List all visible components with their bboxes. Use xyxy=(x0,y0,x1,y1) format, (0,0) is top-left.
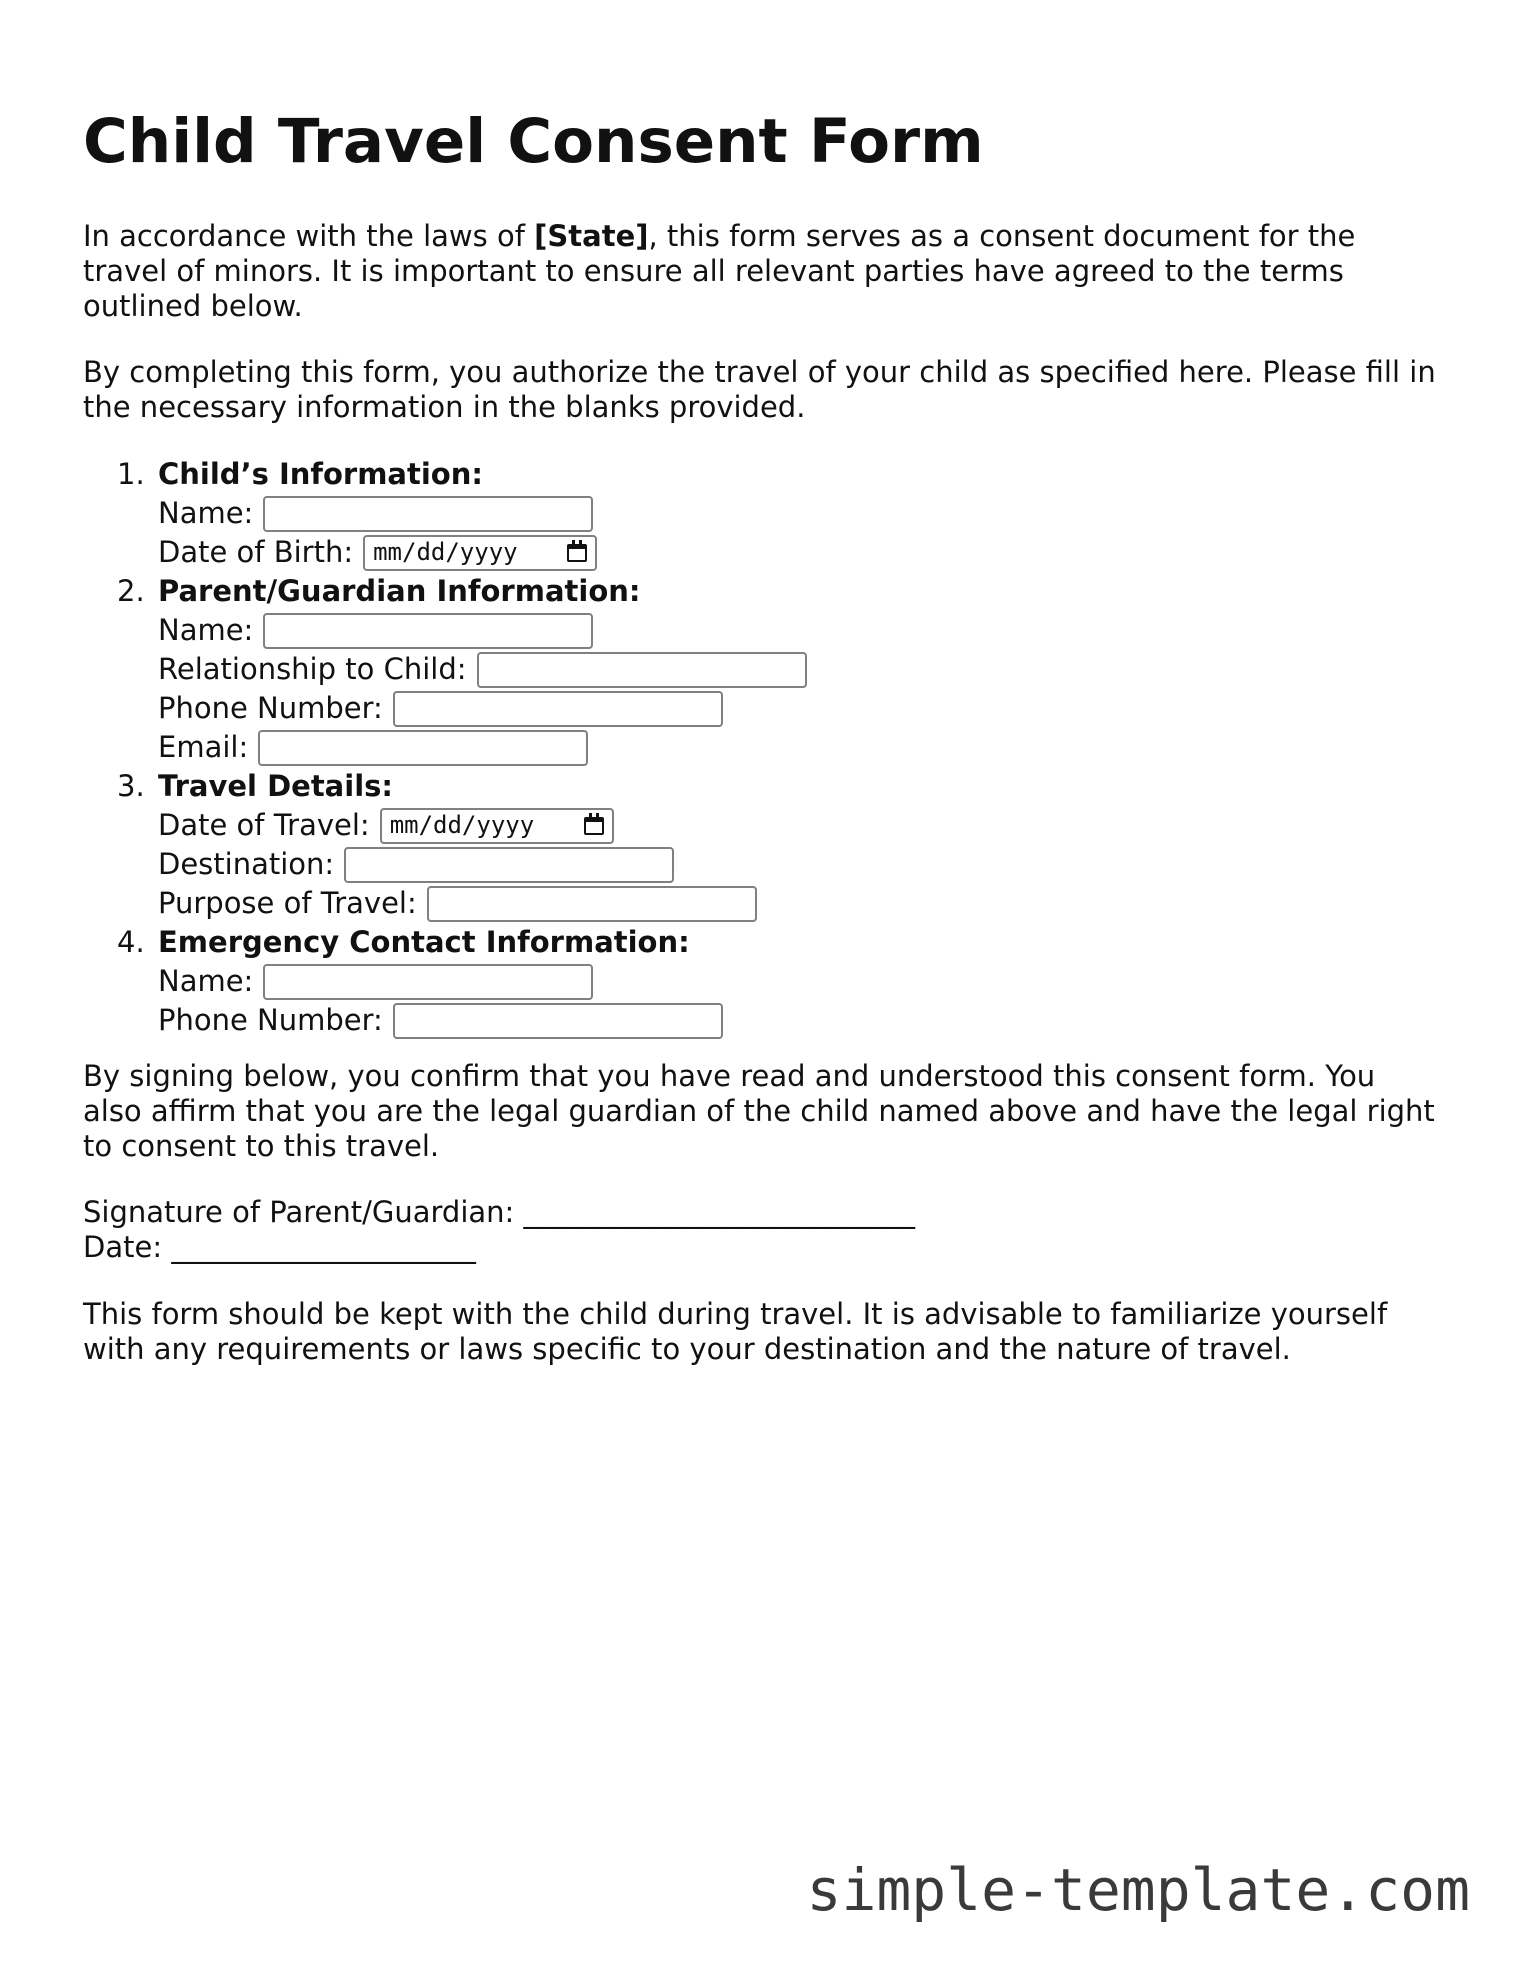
child-name-input[interactable] xyxy=(263,496,593,532)
date-placeholder: mm/dd/yyyy xyxy=(389,811,535,839)
destination-input[interactable] xyxy=(344,847,674,883)
signature-line xyxy=(83,1195,1443,1230)
emergency-name-input[interactable] xyxy=(263,964,593,1000)
field-label: Phone Number: xyxy=(158,691,383,725)
signature-date-blank: _____________________ xyxy=(171,1230,476,1264)
field-row-emergency-name xyxy=(158,962,807,1001)
signature-date-line xyxy=(83,1230,1443,1265)
intro-text-after: , this form serves as a consent document for the travel of minors. It is important to ensure all relevant parties have agreed to the terms outlined below. xyxy=(83,219,1356,323)
form-sections xyxy=(83,455,807,1040)
field-row-guardian-email xyxy=(158,728,807,767)
field-row-purpose xyxy=(158,884,807,923)
field-label: Destination: xyxy=(158,847,335,881)
guardian-name-input[interactable] xyxy=(263,613,593,649)
field-label: Email: xyxy=(158,730,249,764)
section-number: 4. xyxy=(117,925,145,959)
keep-paragraph: This form should be kept with the child during travel. It is advisable to familiarize yourself with any requirements or laws specific to your destination and the nature of travel. xyxy=(83,1297,1388,1366)
section-number: 2. xyxy=(117,574,145,608)
field-label: Name: xyxy=(158,496,254,530)
field-label: Phone Number: xyxy=(158,1003,383,1037)
intro-paragraph xyxy=(83,219,1443,324)
section-number: 3. xyxy=(117,769,145,803)
field-label: Date of Travel: xyxy=(158,808,370,842)
field-label: Name: xyxy=(158,613,254,647)
field-label: Relationship to Child: xyxy=(158,652,467,686)
field-row-guardian-name xyxy=(158,611,807,650)
intro-text-before: In accordance with the laws of xyxy=(83,219,535,253)
section-title: Child’s Information: xyxy=(158,457,483,491)
page-title: Child Travel Consent Form xyxy=(83,106,984,177)
confirm-paragraph: By signing below, you confirm that you have read and understood this consent form. You also affirm that you are the legal guardian of the child named above and have the legal right to consent to this travel. xyxy=(83,1059,1435,1163)
guardian-email-input[interactable] xyxy=(258,730,588,766)
child-dob-date-input[interactable] xyxy=(363,535,597,571)
guardian-phone-input[interactable] xyxy=(393,691,723,727)
emergency-phone-input[interactable] xyxy=(393,1003,723,1039)
authorize-paragraph: By completing this form, you authorize the travel of your child as specified here. Please fill in the necessary information in the blanks provided. xyxy=(83,355,1436,424)
signature-block xyxy=(83,1195,1443,1265)
state-placeholder: [State] xyxy=(534,219,649,253)
field-row-relationship xyxy=(158,650,807,689)
calendar-icon[interactable] xyxy=(584,817,604,835)
field-row-child-dob xyxy=(158,533,807,572)
signature-label: Signature of Parent/Guardian: xyxy=(83,1195,515,1229)
section-travel-details xyxy=(83,767,807,923)
section-parent-guardian-information xyxy=(83,572,807,767)
section-title: Parent/Guardian Information: xyxy=(158,574,641,608)
section-title: Travel Details: xyxy=(158,769,393,803)
section-childs-information xyxy=(83,455,807,572)
field-label: Date of Birth: xyxy=(158,535,354,569)
field-row-travel-date xyxy=(158,806,807,845)
field-row-guardian-phone xyxy=(158,689,807,728)
signature-blank: ___________________________ xyxy=(523,1195,916,1229)
calendar-icon[interactable] xyxy=(567,544,587,562)
section-title: Emergency Contact Information: xyxy=(158,925,690,959)
section-emergency-contact-information xyxy=(83,923,807,1040)
field-row-emergency-phone xyxy=(158,1001,807,1040)
relationship-input[interactable] xyxy=(477,652,807,688)
field-row-destination xyxy=(158,845,807,884)
field-row-child-name xyxy=(158,494,807,533)
date-placeholder: mm/dd/yyyy xyxy=(373,538,518,566)
section-number: 1. xyxy=(117,457,145,491)
field-label: Purpose of Travel: xyxy=(158,886,417,920)
field-label: Name: xyxy=(158,964,254,998)
signature-date-label: Date: xyxy=(83,1230,163,1264)
purpose-input[interactable] xyxy=(427,886,757,922)
footer-brand-watermark: simple-template.com xyxy=(806,1856,1470,1924)
travel-date-input[interactable] xyxy=(380,808,614,844)
